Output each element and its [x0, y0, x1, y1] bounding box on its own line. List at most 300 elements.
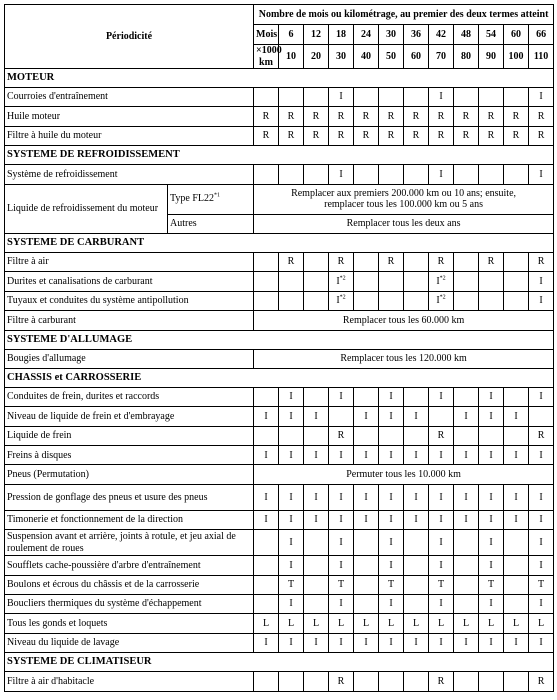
interval-cell	[304, 530, 329, 556]
interval-cell	[404, 107, 429, 126]
action-code: I	[489, 491, 493, 503]
footnote-marker: *2	[439, 275, 446, 282]
action-code: I	[289, 491, 293, 503]
action-code: I	[489, 559, 493, 571]
table-row	[5, 426, 554, 445]
interval-cell	[479, 446, 504, 465]
interval-cell	[454, 633, 479, 652]
interval-cell	[429, 672, 454, 691]
interval-cell	[504, 272, 529, 291]
interval-cell	[529, 165, 554, 184]
action-code: I	[464, 637, 468, 649]
coolant-type	[168, 184, 254, 214]
action-code: I	[414, 449, 418, 461]
interval-cell	[329, 556, 354, 575]
interval-cell	[504, 595, 529, 614]
interval-cell	[279, 88, 304, 107]
maintenance-schedule	[4, 4, 554, 692]
action-code: R	[312, 130, 320, 142]
action-code: L	[287, 617, 295, 629]
footnote-marker: *2	[339, 294, 346, 301]
action-code: I	[339, 559, 343, 571]
action-code: L	[462, 617, 470, 629]
month-header: 12	[304, 25, 329, 45]
interval-cell	[429, 165, 454, 184]
month-header: 66	[529, 25, 554, 45]
coolant-type-other: Autres	[168, 214, 254, 233]
interval-cell	[454, 88, 479, 107]
action-code: I	[289, 598, 293, 610]
action-code: R	[537, 430, 545, 442]
interval-cell	[429, 252, 454, 271]
interval-cell	[404, 88, 429, 107]
table-row	[5, 446, 554, 465]
interval-cell	[379, 426, 404, 445]
action-code: I	[364, 637, 368, 649]
action-code: I	[289, 559, 293, 571]
action-code: R	[337, 130, 345, 142]
interval-cell	[429, 272, 454, 291]
km-header: 30	[329, 45, 354, 69]
km-header: 10	[279, 45, 304, 69]
action-code: I	[464, 491, 468, 503]
interval-cell	[279, 595, 304, 614]
interval-cell	[379, 672, 404, 691]
interval-cell	[404, 575, 429, 594]
interval-cell	[504, 575, 529, 594]
interval-cell	[379, 407, 404, 426]
interval-cell	[329, 484, 354, 510]
item-label: Bougies d'allumage	[5, 349, 254, 368]
interval-cell	[354, 165, 379, 184]
action-code: R	[437, 675, 445, 687]
action-code: T	[287, 579, 295, 591]
section-title: MOTEUR	[5, 69, 554, 88]
action-code: R	[287, 130, 295, 142]
action-code: I	[439, 449, 443, 461]
maintenance-table	[4, 4, 554, 692]
item-label: Suspension avant et arrière, joints à rotule, et jeu axial de roulement de roues	[5, 530, 254, 556]
interval-cell	[479, 672, 504, 691]
table-row	[5, 387, 554, 406]
action-code: I	[314, 514, 318, 526]
interval-cell	[454, 426, 479, 445]
action-code: I	[339, 449, 343, 461]
action-code: I	[339, 168, 343, 180]
action-code: I	[414, 410, 418, 422]
item-label: Filtre à air	[5, 252, 254, 271]
interval-cell	[429, 387, 454, 406]
km-header: 20	[304, 45, 329, 69]
interval-cell	[304, 107, 329, 126]
interval-cell	[329, 672, 354, 691]
interval-cell	[354, 614, 379, 633]
action-code: I	[539, 391, 543, 403]
interval-cell	[504, 426, 529, 445]
action-code: I	[539, 491, 543, 503]
action-code: I	[439, 168, 443, 180]
action-code: R	[437, 256, 445, 268]
action-code: I	[539, 168, 543, 180]
action-code: R	[337, 256, 345, 268]
interval-cell	[304, 407, 329, 426]
interval-cell	[429, 575, 454, 594]
km-header: 100	[504, 45, 529, 69]
interval-cell	[479, 530, 504, 556]
interval-cell	[304, 510, 329, 529]
interval-cell	[379, 446, 404, 465]
table-row	[5, 465, 554, 484]
item-label: Huile moteur	[5, 107, 254, 126]
action-code: I	[364, 514, 368, 526]
action-code: I	[436, 275, 440, 287]
action-code: I	[336, 275, 340, 287]
interval-cell	[454, 446, 479, 465]
interval-cell	[279, 165, 304, 184]
interval-cell	[454, 107, 479, 126]
interval-cell	[429, 484, 454, 510]
interval-cell	[504, 407, 529, 426]
action-code: I	[339, 91, 343, 103]
action-code: I	[439, 391, 443, 403]
interval-cell	[429, 510, 454, 529]
item-label: Tuyaux et conduites du système antipollution	[5, 291, 254, 310]
action-code: R	[512, 130, 520, 142]
interval-cell	[379, 484, 404, 510]
action-code: I	[439, 637, 443, 649]
table-row	[5, 311, 554, 330]
interval-cell	[379, 291, 404, 310]
interval-cell	[354, 387, 379, 406]
interval-cell	[479, 633, 504, 652]
table-row	[5, 291, 554, 310]
action-code: R	[437, 130, 445, 142]
action-code: I	[389, 491, 393, 503]
interval-cell	[279, 107, 304, 126]
action-code: T	[387, 579, 395, 591]
interval-cell	[304, 126, 329, 145]
action-code: I	[464, 410, 468, 422]
interval-cell	[254, 446, 279, 465]
action-code: L	[437, 617, 445, 629]
interval-cell	[379, 510, 404, 529]
action-code: I	[364, 491, 368, 503]
action-code: I	[464, 449, 468, 461]
action-code: R	[537, 130, 545, 142]
action-code: R	[387, 256, 395, 268]
section-title: SYSTEME DE REFROIDISSEMENT	[5, 146, 554, 165]
interval-cell	[504, 484, 529, 510]
section-title: SYSTEME D'ALLUMAGE	[5, 330, 554, 349]
item-label: Niveau du liquide de lavage	[5, 633, 254, 652]
km-header: 70	[429, 45, 454, 69]
interval-cell	[279, 575, 304, 594]
action-code: I	[389, 410, 393, 422]
km-header: 80	[454, 45, 479, 69]
action-code: I	[364, 410, 368, 422]
interval-cell	[254, 556, 279, 575]
interval-cell	[279, 484, 304, 510]
interval-cell	[329, 510, 354, 529]
interval-cell	[329, 291, 354, 310]
interval-cell	[354, 446, 379, 465]
action-code: I	[389, 559, 393, 571]
interval-cell	[279, 633, 304, 652]
item-label: Liquide de refroidissement du moteur	[5, 184, 168, 233]
table-row	[5, 407, 554, 426]
interval-cell	[504, 252, 529, 271]
interval-cell	[479, 407, 504, 426]
interval-cell	[454, 510, 479, 529]
item-label: Freins à disques	[5, 446, 254, 465]
action-code: R	[387, 110, 395, 122]
interval-cell	[254, 165, 279, 184]
action-code: R	[437, 430, 445, 442]
action-code: I	[514, 514, 518, 526]
interval-cell	[504, 88, 529, 107]
interval-cell	[379, 126, 404, 145]
interval-cell	[429, 107, 454, 126]
section-row	[5, 368, 554, 387]
interval-cell	[479, 88, 504, 107]
interval-cell	[254, 407, 279, 426]
action-code: I	[339, 637, 343, 649]
interval-cell	[454, 614, 479, 633]
section-row	[5, 69, 554, 88]
interval-cell	[304, 252, 329, 271]
month-header: 60	[504, 25, 529, 45]
interval-cell	[429, 595, 454, 614]
interval-cell	[354, 556, 379, 575]
section-row	[5, 330, 554, 349]
footnote-marker: *2	[439, 294, 446, 301]
interval-cell	[529, 291, 554, 310]
action-code: I	[314, 449, 318, 461]
action-code: I	[339, 491, 343, 503]
interval-cell	[379, 556, 404, 575]
table-row	[5, 184, 554, 214]
action-code: L	[262, 617, 270, 629]
action-code: R	[362, 130, 370, 142]
interval-cell	[404, 672, 429, 691]
item-label: Pneus (Permutation)	[5, 465, 254, 484]
interval-cell	[304, 272, 329, 291]
action-code: L	[538, 617, 545, 629]
action-code: I	[539, 637, 543, 649]
interval-cell	[504, 387, 529, 406]
action-code: I	[539, 514, 543, 526]
month-header: 18	[329, 25, 354, 45]
item-label: Conduites de frein, durites et raccords	[5, 387, 254, 406]
action-code: I	[389, 391, 393, 403]
interval-cell	[279, 556, 304, 575]
interval-cell	[254, 387, 279, 406]
action-code: I	[339, 598, 343, 610]
interval-cell	[479, 556, 504, 575]
interval-cell	[354, 595, 379, 614]
interval-note: Remplacer tous les deux ans	[254, 214, 554, 233]
interval-cell	[479, 484, 504, 510]
item-label: Soufflets cache-poussière d'arbre d'entraînement	[5, 556, 254, 575]
interval-header: Nombre de mois ou kilométrage, au premier des deux termes atteint	[254, 5, 554, 25]
interval-cell	[304, 165, 329, 184]
interval-cell	[354, 484, 379, 510]
interval-cell	[254, 107, 279, 126]
interval-cell	[279, 252, 304, 271]
footnote-marker: *1	[214, 192, 221, 199]
interval-cell	[254, 595, 279, 614]
interval-cell	[479, 426, 504, 445]
interval-cell	[404, 484, 429, 510]
interval-cell	[279, 510, 304, 529]
interval-cell	[429, 126, 454, 145]
action-code: R	[362, 110, 370, 122]
interval-cell	[329, 126, 354, 145]
item-label: Pression de gonflage des pneus et usure des pneus	[5, 484, 254, 510]
interval-cell	[329, 272, 354, 291]
interval-cell	[404, 165, 429, 184]
action-code: I	[289, 391, 293, 403]
interval-cell	[404, 614, 429, 633]
action-code: I	[389, 637, 393, 649]
action-code: R	[537, 110, 545, 122]
interval-cell	[379, 614, 404, 633]
interval-cell	[529, 575, 554, 594]
interval-cell	[304, 484, 329, 510]
action-code: I	[489, 637, 493, 649]
action-code: I	[514, 637, 518, 649]
action-code: I	[264, 514, 268, 526]
action-code: L	[512, 617, 520, 629]
item-label: Filtre à huile du moteur	[5, 126, 254, 145]
action-code: R	[337, 675, 345, 687]
action-code: R	[487, 130, 495, 142]
table-row	[5, 165, 554, 184]
action-code: I	[414, 637, 418, 649]
interval-cell	[454, 291, 479, 310]
interval-cell	[529, 633, 554, 652]
item-label: Boulons et écrous du châssis et de la carrosserie	[5, 575, 254, 594]
item-label: Filtre à carburant	[5, 311, 254, 330]
interval-cell	[329, 595, 354, 614]
action-code: R	[287, 110, 295, 122]
interval-cell	[304, 88, 329, 107]
interval-cell	[429, 407, 454, 426]
action-code: I	[514, 410, 518, 422]
action-code: I	[389, 537, 393, 548]
interval-cell	[454, 595, 479, 614]
km-label: ×1000 km	[254, 45, 279, 69]
item-label: Niveau de liquide de frein et d'embrayage	[5, 407, 254, 426]
interval-cell	[429, 556, 454, 575]
interval-cell	[279, 272, 304, 291]
interval-cell	[454, 672, 479, 691]
action-code: R	[487, 110, 495, 122]
month-header: 48	[454, 25, 479, 45]
interval-cell	[479, 126, 504, 145]
interval-cell	[379, 595, 404, 614]
action-code: I	[436, 295, 440, 307]
interval-cell	[379, 387, 404, 406]
item-label: Tous les gonds et loquets	[5, 614, 254, 633]
interval-cell	[354, 672, 379, 691]
interval-cell	[454, 272, 479, 291]
interval-note: Remplacer tous les 120.000 km	[254, 349, 554, 368]
action-code: I	[339, 391, 343, 403]
interval-cell	[529, 556, 554, 575]
item-label: Système de refroidissement	[5, 165, 254, 184]
interval-cell	[304, 291, 329, 310]
interval-cell	[504, 556, 529, 575]
interval-cell	[404, 272, 429, 291]
interval-cell	[429, 614, 454, 633]
interval-cell	[479, 165, 504, 184]
interval-cell	[304, 633, 329, 652]
interval-cell	[404, 387, 429, 406]
action-code: L	[412, 617, 420, 629]
interval-cell	[254, 88, 279, 107]
km-header: 50	[379, 45, 404, 69]
action-code: I	[489, 449, 493, 461]
interval-cell	[404, 291, 429, 310]
table-row	[5, 614, 554, 633]
action-code: I	[314, 637, 318, 649]
action-code: I	[439, 514, 443, 526]
interval-cell	[254, 510, 279, 529]
interval-cell	[479, 595, 504, 614]
interval-cell	[404, 446, 429, 465]
table-row	[5, 88, 554, 107]
section-title: SYSTEME DE CLIMATISEUR	[5, 653, 554, 672]
interval-cell	[254, 126, 279, 145]
interval-cell	[329, 575, 354, 594]
section-row	[5, 653, 554, 672]
action-code: I	[414, 514, 418, 526]
interval-cell	[529, 407, 554, 426]
interval-cell	[404, 407, 429, 426]
action-code: R	[287, 256, 295, 268]
note-line: Remplacer aux premiers 200.000 km ou 10 ans; ensuite,	[291, 187, 517, 199]
action-code: I	[539, 91, 543, 103]
interval-cell	[479, 291, 504, 310]
action-code: R	[537, 256, 545, 268]
interval-cell	[254, 484, 279, 510]
coolant-type-name: Type FL22	[170, 193, 215, 205]
interval-cell	[454, 126, 479, 145]
interval-cell	[404, 510, 429, 529]
interval-cell	[354, 107, 379, 126]
interval-cell	[529, 484, 554, 510]
action-code: I	[414, 491, 418, 503]
interval-cell	[354, 291, 379, 310]
month-header: 42	[429, 25, 454, 45]
action-code: R	[337, 110, 345, 122]
action-code: I	[264, 491, 268, 503]
action-code: I	[464, 514, 468, 526]
interval-cell	[304, 426, 329, 445]
interval-cell	[529, 614, 554, 633]
action-code: R	[437, 110, 445, 122]
interval-cell	[504, 614, 529, 633]
action-code: I	[389, 514, 393, 526]
action-code: I	[489, 598, 493, 610]
table-row	[5, 107, 554, 126]
interval-cell	[254, 530, 279, 556]
interval-cell	[254, 672, 279, 691]
note-line: remplacer tous les 100.000 km ou 5 ans	[324, 199, 483, 211]
km-header: 90	[479, 45, 504, 69]
interval-cell	[279, 407, 304, 426]
